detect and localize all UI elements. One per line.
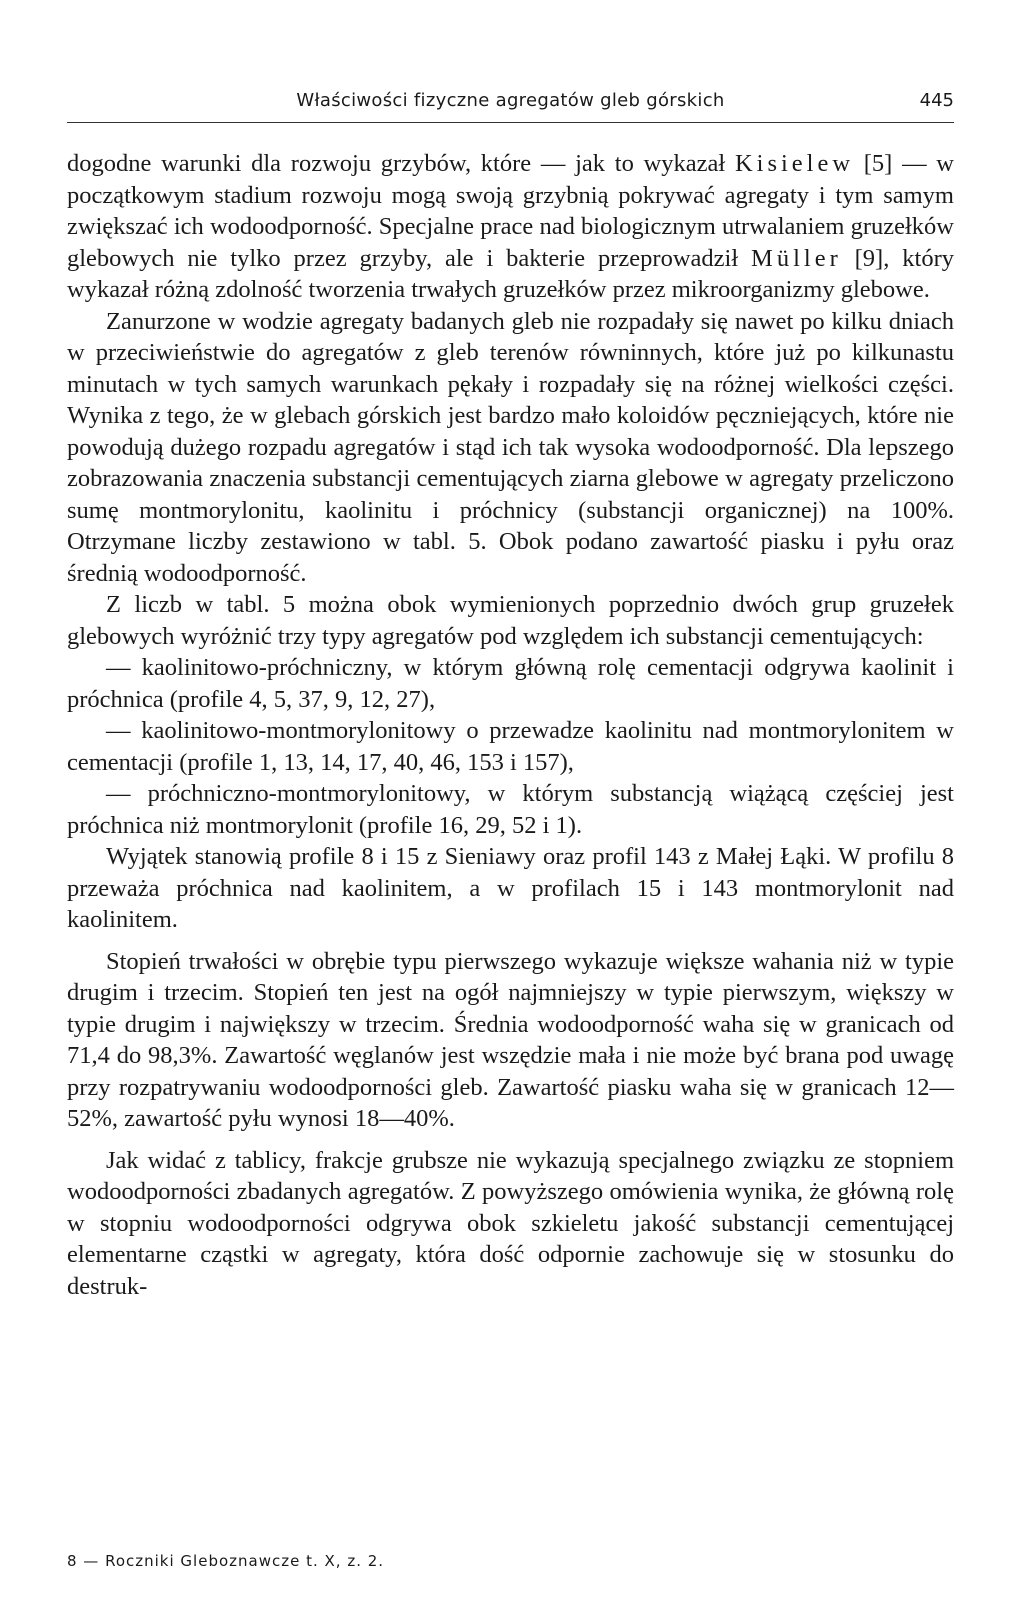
body-text (67, 148, 954, 1302)
paragraph-conclusion: Jak widać z tablicy, frakcje grubsze nie wykazują specjalnego związku ze stopniem wodoodporności zbadanych agregatów. Z powyższego omówienia wynika, że główną rolę w stopniu wodoodporności odgrywa obok szkieletu jakość substancji cementującej elementarne cząstki w agregaty, która dość odpornie zachowuje się w stosunku do destruk- (67, 1146, 954, 1300)
author-kisielew: Kisielew (734, 150, 855, 177)
paragraph-stability: Stopień trwałości w obrębie typu pierwszego wykazuje większe wahania niż w typie drugim i trzecim. Stopień ten jest na ogół najmniejszy w typie pierwszym, większy w typie drugim i największy w trzecim. Średnia wodoodporność waha się w granicach od 71,4 do 98,3%. Zawartość węglanów jest wszędzie mała i nie może być brana pod uwagę przy rozpatrywaniu wodoodporności gleb. Zawartość piasku waha się w granicach 12—52%, zawartość pyłu wynosi 18—40%. (67, 947, 954, 1132)
author-muller: Müller (751, 244, 842, 272)
paragraph-3: Z liczb w tabl. 5 można obok wymienionych poprzednio dwóch grup gruzełek glebowych wyróżnić trzy typy agregatów pod względem ich substancji cementujących: (67, 591, 954, 650)
page (67, 0, 954, 1607)
list-item-type-2: — kaolinitowo-montmorylonitowy o przewadze kaolinitu nad montmorylonitem w cementacji (profile 1, 13, 14, 17, 40, 46, 153 i 157), (67, 717, 954, 776)
running-title: Właściwości fizyczne agregatów gleb górskich (296, 90, 725, 111)
running-header (67, 82, 954, 123)
paragraph-2: Zanurzone w wodzie agregaty badanych gleb nie rozpadały się nawet po kilku dniach w przeciwieństwie do agregatów z gleb terenów równinnych, które już po kilkunastu minutach w tych samych warunkach pękały i rozpadały się na różnej wielkości części. Wynika z tego, że w glebach górskich jest bardzo mało koloidów pęczniejących, które nie powodują dużego rozpadu agregatów i stąd ich tak wysoka wodoodporność. Dla lepszego zobrazowania znaczenia substancji cementujących ziarna glebowe w agregaty przeliczono sumę montmorylonitu, kaolinitu i próchnicy (substancji organicznej) na 100%. Otrzymane liczby zestawiono w tabl. 5. Obok podano zawartość piasku i pyłu oraz średnią wodoodporność. (67, 307, 954, 587)
paragraph-1-text-a: dogodne warunki dla rozwoju grzybów, które — jak to wykazał (67, 150, 735, 177)
paragraph-1-text-b: [5] — w początkowym stadium rozwoju mogą swoją grzybnią pokrywać agregaty i tym samym zwiększać ich wodoodporność. Specjalne prace nad biologicznym utrwalaniem gruzełków glebowych nie tylko przez grzyby, ale i bakterie przeprowadził (67, 150, 954, 272)
list-item-type-1: — kaolinitowo-próchniczny, w którym główną rolę cementacji odgrywa kaolinit i próchnica (profile 4, 5, 37, 9, 12, 27), (67, 654, 954, 713)
paragraph-exceptions: Wyjątek stanowią profile 8 i 15 z Sieniawy oraz profil 143 z Małej Łąki. W profilu 8 przeważa próchnica nad kaolinitem, a w profilach 15 i 143 montmorylonit nad kaolinitem. (67, 843, 954, 933)
page-number: 445 (919, 90, 954, 111)
paragraph-1 (67, 148, 954, 306)
paragraph-1-text-c: [9], który wykazał różną zdolność tworzenia trwałych gruzełków przez mikroorganizmy glebowe. (67, 244, 954, 303)
list-item-type-3: — próchniczno-montmorylonitowy, w którym substancją wiążącą częściej jest próchnica niż montmorylonit (profile 16, 29, 52 i 1). (67, 780, 954, 839)
footer-signature: 8 — Roczniki Gleboznawcze t. X, z. 2. (67, 1552, 385, 1570)
